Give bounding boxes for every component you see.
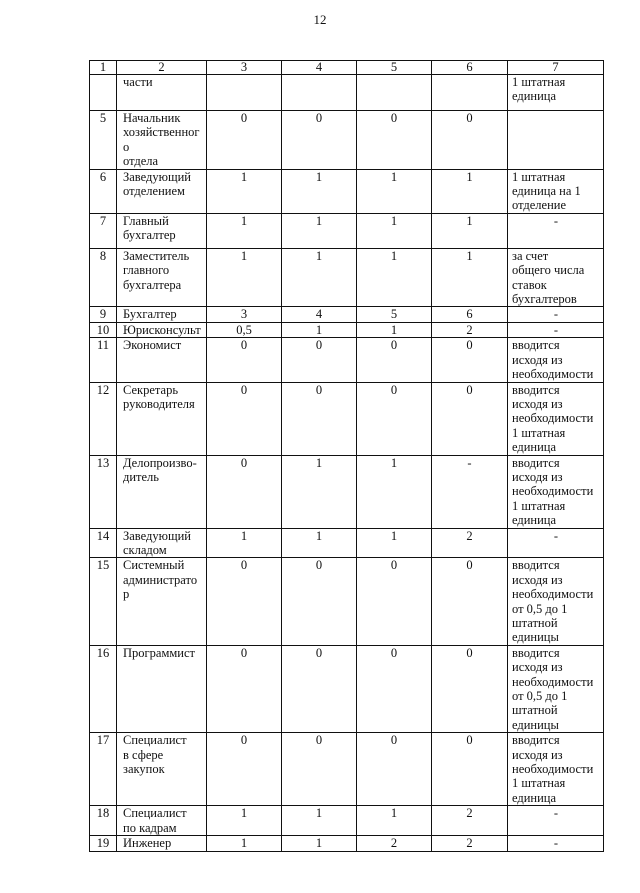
staff-count: 0 — [432, 338, 508, 382]
row-number: 10 — [90, 322, 117, 337]
staff-count: 2 — [432, 322, 508, 337]
staff-count: 1 — [357, 213, 432, 248]
staff-count: 0 — [207, 382, 282, 455]
note: - — [508, 322, 604, 337]
staff-count: 1 — [207, 248, 282, 307]
staff-count: 0 — [207, 733, 282, 806]
note: - — [508, 307, 604, 322]
row-number: 13 — [90, 455, 117, 528]
staff-count: 1 — [207, 806, 282, 836]
position-name: Специалист в сфере закупок — [117, 733, 207, 806]
note: 1 штатная единица — [508, 75, 604, 111]
row-number: 14 — [90, 528, 117, 558]
note: вводится исходя из необходимости от 0,5 до 1 штатной единицы — [508, 645, 604, 732]
staffing-table — [89, 60, 604, 852]
staff-count: 1 — [207, 213, 282, 248]
table-row — [90, 806, 604, 836]
column-number: 2 — [117, 61, 207, 75]
staff-count: 0 — [207, 111, 282, 170]
staff-count: 0 — [357, 733, 432, 806]
staff-count: 2 — [432, 806, 508, 836]
page-number: 12 — [313, 12, 327, 27]
column-number: 1 — [90, 61, 117, 75]
staff-count: 1 — [282, 213, 357, 248]
staff-count: 0 — [282, 338, 357, 382]
table-body — [90, 61, 604, 852]
position-name: Инженер — [117, 836, 207, 851]
note: за счет общего числа ставок бухгалтеров — [508, 248, 604, 307]
column-number-row — [90, 61, 604, 75]
row-number: 6 — [90, 169, 117, 213]
position-name: Программист — [117, 645, 207, 732]
staff-count: 0 — [282, 382, 357, 455]
row-number: 17 — [90, 733, 117, 806]
position-name: Заведующий отделением — [117, 169, 207, 213]
row-number: 8 — [90, 248, 117, 307]
staff-count: 1 — [207, 528, 282, 558]
row-number: 9 — [90, 307, 117, 322]
staff-count — [357, 75, 432, 111]
staff-count: 0 — [357, 111, 432, 170]
staff-count — [432, 75, 508, 111]
staff-count: 1 — [207, 169, 282, 213]
staff-count: 3 — [207, 307, 282, 322]
staff-count: 1 — [357, 169, 432, 213]
table-row — [90, 75, 604, 111]
column-number: 3 — [207, 61, 282, 75]
column-number: 5 — [357, 61, 432, 75]
table-row — [90, 733, 604, 806]
staff-count: 1 — [432, 213, 508, 248]
staff-count: 6 — [432, 307, 508, 322]
staff-count: 0 — [357, 382, 432, 455]
note: - — [508, 213, 604, 248]
staff-count: 0 — [207, 558, 282, 645]
staff-count: - — [432, 455, 508, 528]
position-name: Заместитель главного бухгалтера — [117, 248, 207, 307]
staff-count: 0 — [357, 338, 432, 382]
table-row — [90, 111, 604, 170]
staff-count: 0 — [432, 111, 508, 170]
staff-count: 0 — [432, 733, 508, 806]
position-name: Специалист по кадрам — [117, 806, 207, 836]
table-row — [90, 558, 604, 645]
staff-count: 5 — [357, 307, 432, 322]
note: - — [508, 528, 604, 558]
staff-count: 1 — [432, 248, 508, 307]
staff-count: 1 — [357, 322, 432, 337]
staff-count: 0 — [207, 455, 282, 528]
staff-count: 1 — [207, 836, 282, 851]
staff-count: 0,5 — [207, 322, 282, 337]
row-number — [90, 75, 117, 111]
table-row — [90, 322, 604, 337]
position-name: Юрисконсульт — [117, 322, 207, 337]
staff-count: 0 — [357, 645, 432, 732]
staff-count: 0 — [282, 111, 357, 170]
staff-count — [207, 75, 282, 111]
staff-count: 0 — [282, 733, 357, 806]
staff-count: 0 — [432, 645, 508, 732]
staff-count: 1 — [282, 455, 357, 528]
staff-count: 0 — [282, 645, 357, 732]
staff-count: 0 — [207, 645, 282, 732]
staff-count: 1 — [357, 248, 432, 307]
position-name: Делопроизво- дитель — [117, 455, 207, 528]
row-number: 12 — [90, 382, 117, 455]
row-number: 11 — [90, 338, 117, 382]
table-row — [90, 836, 604, 851]
table-row — [90, 528, 604, 558]
staff-count — [282, 75, 357, 111]
staff-count: 0 — [432, 382, 508, 455]
position-name: Заведующий складом — [117, 528, 207, 558]
row-number: 16 — [90, 645, 117, 732]
note — [508, 111, 604, 170]
staff-count: 1 — [357, 806, 432, 836]
position-name: Главный бухгалтер — [117, 213, 207, 248]
position-name: Бухгалтер — [117, 307, 207, 322]
note: 1 штатная единица на 1 отделение — [508, 169, 604, 213]
note: - — [508, 836, 604, 851]
staff-count: 0 — [357, 558, 432, 645]
position-name: Начальник хозяйственного отдела — [117, 111, 207, 170]
staff-count: 2 — [432, 836, 508, 851]
table-row — [90, 307, 604, 322]
note: вводится исходя из необходимости от 0,5 до 1 штатной единицы — [508, 558, 604, 645]
position-name: Секретарь руководителя — [117, 382, 207, 455]
staff-count: 0 — [432, 558, 508, 645]
note: вводится исходя из необходимости — [508, 338, 604, 382]
table-row — [90, 248, 604, 307]
note: вводится исходя из необходимости 1 штатная единица — [508, 733, 604, 806]
staff-count: 1 — [282, 806, 357, 836]
table-row — [90, 213, 604, 248]
column-number: 6 — [432, 61, 508, 75]
table-row — [90, 382, 604, 455]
staff-count: 1 — [282, 169, 357, 213]
row-number: 5 — [90, 111, 117, 170]
position-name: части — [117, 75, 207, 111]
staff-count: 1 — [282, 836, 357, 851]
staff-count: 1 — [357, 455, 432, 528]
staff-count: 2 — [357, 836, 432, 851]
staff-count: 2 — [432, 528, 508, 558]
staff-count: 0 — [207, 338, 282, 382]
staff-count: 1 — [432, 169, 508, 213]
note: вводится исходя из необходимости 1 штатная единица — [508, 382, 604, 455]
staff-count: 4 — [282, 307, 357, 322]
table-row — [90, 455, 604, 528]
staff-count: 0 — [282, 558, 357, 645]
column-number: 4 — [282, 61, 357, 75]
position-name: Экономист — [117, 338, 207, 382]
staff-count: 1 — [282, 248, 357, 307]
row-number: 15 — [90, 558, 117, 645]
note: вводится исходя из необходимости 1 штатная единица — [508, 455, 604, 528]
staff-count: 1 — [282, 322, 357, 337]
staff-count: 1 — [357, 528, 432, 558]
note: - — [508, 806, 604, 836]
table-row — [90, 169, 604, 213]
column-number: 7 — [508, 61, 604, 75]
row-number: 19 — [90, 836, 117, 851]
row-number: 18 — [90, 806, 117, 836]
staff-count: 1 — [282, 528, 357, 558]
row-number: 7 — [90, 213, 117, 248]
position-name: Системный администратор — [117, 558, 207, 645]
table-row — [90, 645, 604, 732]
table-row — [90, 338, 604, 382]
